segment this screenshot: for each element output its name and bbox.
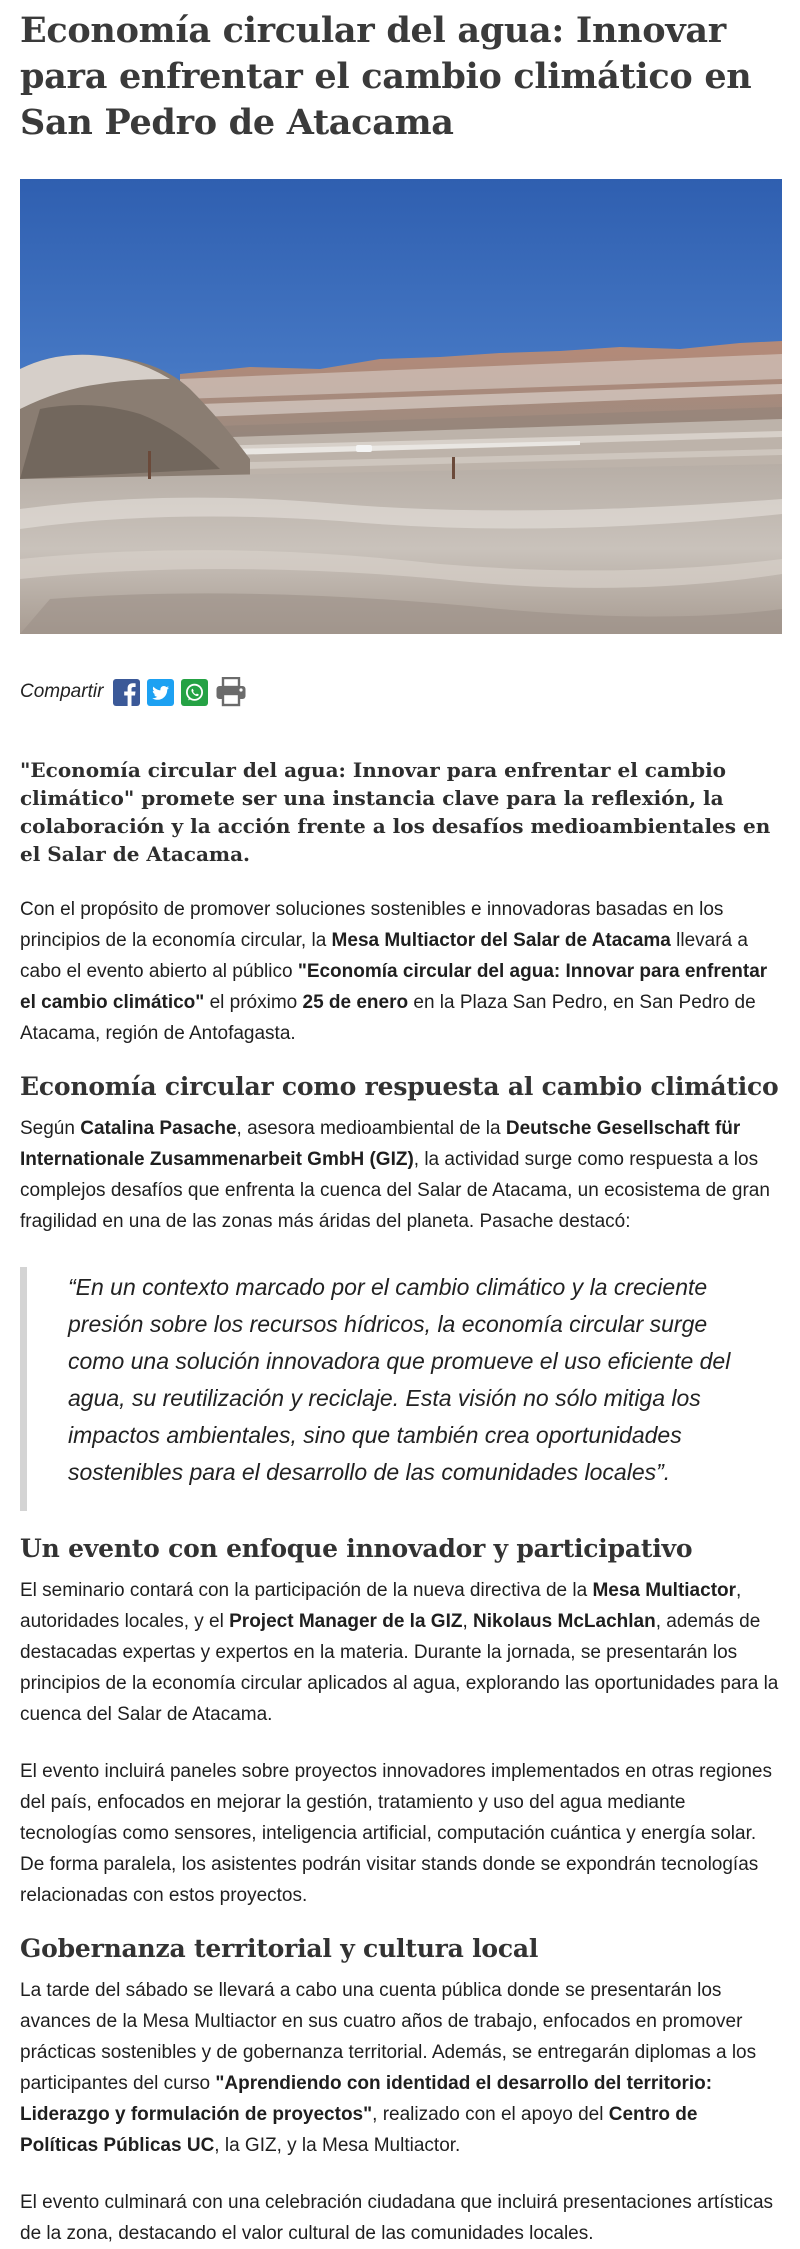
paragraph-closing: El evento culminará con una celebración ciudadana que incluirá presentaciones artísticas de la zona, destacando el valor cultural de las comunidades locales. [20,2192,774,2244]
share-bar [20,672,780,712]
paragraph-seminar: El seminario contará con la participación de la nueva directiva de la Mesa Multiactor, autoridades locales, y el Project Manager de la GIZ, Nikolaus McLachlan, además de destacadas expertas y expertos en la materia. Durante la jornada, se presentarán los principios de la economía circular aplicados al agua, explorando las oportunidades para la cuenca del Salar de Atacama. [20,1580,779,1725]
bold-event-date: 25 de enero [302,992,409,1013]
twitter-icon[interactable] [147,679,174,706]
article [0,8,800,2249]
article-lead: "Economía circular del agua: Innovar para enfrentar el cambio climático" promete ser una instancia clave para la reflexión, la colaboración y la acción frente a los desafíos medioambientales en el Salar de Atacama. [20,758,771,866]
desert-landscape-photo [20,179,782,634]
pull-quote: “En un contexto marcado por el cambio climático y la creciente presión sobre los recursos hídricos, la economía circular surge como una solución innovadora que promueve el uso eficiente del agua, su reutilización y reciclaje. Esta visión no sólo mitiga los impactos ambientales, sino que también crea oportunidades sostenibles para el desarrollo de las comunidades locales”. [20,1267,780,1511]
share-label: Compartir [20,681,104,702]
hero-image [20,179,782,634]
bold-project-manager: Project Manager de la GIZ [229,1611,463,1632]
paragraph-intro: Con el propósito de promover soluciones sostenibles e innovadoras basadas en los principios de la economía circular, la Mesa Multiactor del Salar de Atacama llevará a cabo el evento abierto al público "Economía circular del agua: Innovar para enfrentar el cambio climático" el próximo 25 de enero en la Plaza San Pedro, en San Pedro de Atacama, región de Antofagasta. [20,899,768,1044]
bold-cpp-uc: Centro de Políticas Públicas UC [20,2104,698,2156]
section-heading-governance: Gobernanza territorial y cultura local [20,1934,539,1963]
print-icon[interactable] [215,677,247,707]
section-heading-event: Un evento con enfoque innovador y participativo [20,1534,693,1563]
paragraph-panels: El evento incluirá paneles sobre proyectos innovadores implementados en otras regiones del país, enfocados en mejorar la gestión, tratamiento y uso del agua mediante tecnologías como sensores, inteligencia artificial, computación cuántica y energía solar. De forma paralela, los asistentes podrán visitar stands donde se expondrán tecnologías relacionadas con estos proyectos. [20,1761,772,1906]
article-title: Economía circular del agua: Innovar para enfrentar el cambio climático en San Pedro de Atacama [20,10,752,143]
facebook-icon[interactable] [113,679,140,706]
bold-nikolaus-mclachlan: Nikolaus McLachlan [473,1611,656,1632]
paragraph-governance: La tarde del sábado se llevará a cabo una cuenta pública donde se presentarán los avances de la Mesa Multiactor en sus cuatro años de trabajo, enfocados en promover prácticas sostenibles y de gobernanza territorial. Además, se entregarán diplomas a los participantes del curso "Aprendiendo con identidad el desarrollo del territorio: Liderazgo y formulación de proyectos", realizado con el apoyo del Centro de Políticas Públicas UC, la GIZ, y la Mesa Multiactor. [20,1980,757,2156]
whatsapp-icon[interactable] [181,679,208,706]
bold-mesa-multiactor: Mesa Multiactor del Salar de Atacama [331,930,671,951]
bold-catalina-pasache: Catalina Pasache [80,1118,237,1139]
bold-event-name: "Economía circular del agua: Innovar para enfrentar el cambio climático" [20,961,768,1013]
paragraph-pasache: Según Catalina Pasache, asesora medioambiental de la Deutsche Gesellschaft für Internationale Zusammenarbeit GmbH (GIZ), la actividad surge como respuesta a los complejos desafíos que enfrenta la cuenca del Salar de Atacama, un ecosistema de gran fragilidad en una de las zonas más áridas del planeta. Pasache destacó: [20,1118,770,1232]
bold-giz: Deutsche Gesellschaft für Internationale Zusammenarbeit GmbH (GIZ) [20,1118,741,1170]
bold-course-name: "Aprendiendo con identidad el desarrollo del territorio: Liderazgo y formulación de proyectos" [20,2073,713,2125]
section-heading-circular-economy: Economía circular como respuesta al cambio climático [20,1072,779,1101]
bold-mesa-multiactor-2: Mesa Multiactor [592,1580,737,1601]
